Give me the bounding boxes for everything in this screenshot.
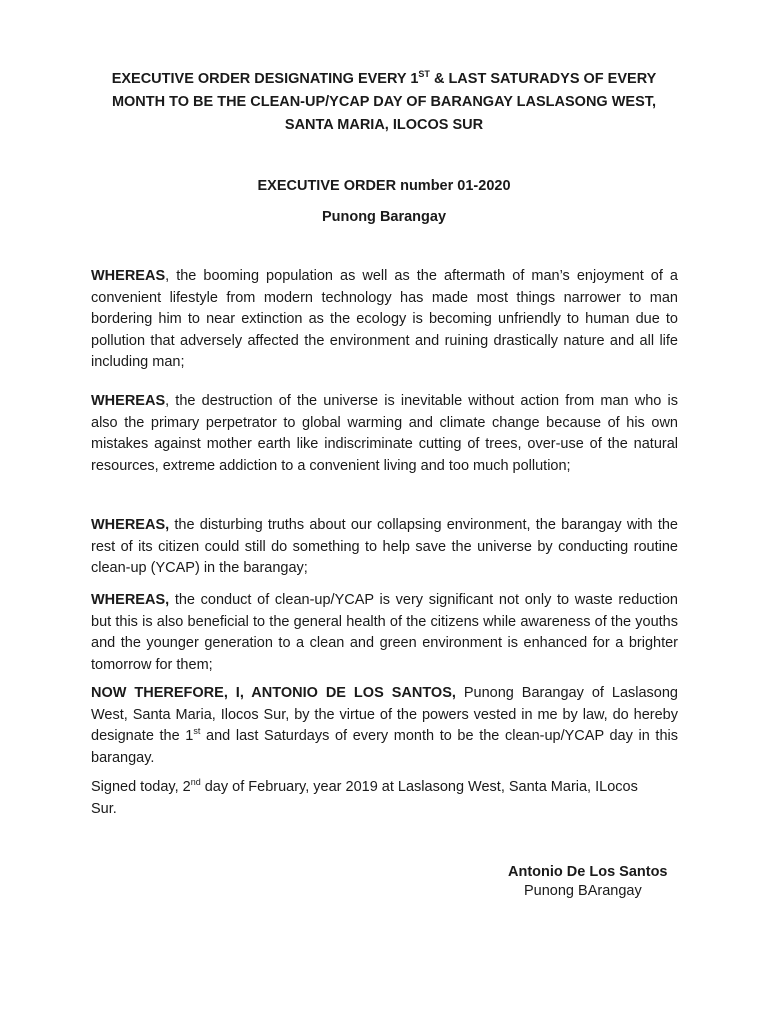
whereas-lead: WHEREAS (91, 268, 166, 284)
whereas-paragraph-3 (91, 515, 678, 580)
signed-paragraph (91, 777, 651, 820)
whereas-text: the disturbing truths about our collapsing environment, the barangay with the rest of its citizen could still do something to help save the universe by conducting routine clean-up (YCAP) in the barangay; (91, 517, 678, 577)
ordinal-superscript: nd (190, 777, 201, 788)
now-therefore-text-rest: and last Saturdays of every month to be the clean-up/YCAP day in this barangay. (91, 728, 678, 766)
whereas-paragraph-2 (91, 391, 678, 477)
signed-text: Signed today, 2 (91, 779, 191, 795)
signatory-position: Punong BArangay (524, 883, 642, 899)
title-line-3: SANTA MARIA, ILOCOS SUR (284, 117, 484, 133)
title-line-1-text: EXECUTIVE ORDER DESIGNATING EVERY 1 (111, 71, 419, 87)
now-therefore-text: Punong Barangay of Laslasong West, Santa Maria, Ilocos Sur, by the virtue of the powers vested in me by law, do hereby designate the 1 (91, 685, 678, 745)
document-title (70, 68, 698, 137)
whereas-text: the conduct of clean-up/YCAP is very significant not only to waste reduction but this is also beneficial to the general health of the citizens while awareness of the youths and the younger generation to a clean and green environment is enhanced for a brighter tomorrow for them; (91, 592, 678, 673)
whereas-text: , the destruction of the universe is inevitable without action from man who is also the primary perpetrator to global warming and climate change because of his own mistakes against mother earth like indiscriminate cutting of trees, over-use of the natural resources, extreme addiction to a convenient living and too much pollution; (91, 393, 678, 474)
whereas-text: , the booming population as well as the aftermath of man’s enjoyment of a convenient lifestyle from modern technology has made most things narrower to man bordering him to near extinction as the ecology is becoming unfriendly to human due to pollution that adversely affected the environment and ruining drastically nature and all life including man; (91, 268, 678, 371)
whereas-lead: WHEREAS, (91, 592, 170, 608)
whereas-lead: WHEREAS, (91, 517, 170, 533)
whereas-lead: WHEREAS (91, 393, 166, 409)
whereas-paragraph-1 (91, 266, 678, 374)
title-line-1 (70, 68, 698, 91)
title-line-1-rest: & LAST SATURADYS OF EVERY (429, 71, 657, 87)
title-line-2: MONTH TO BE THE CLEAN-UP/YCAP DAY OF BARANGAY LASLASONG WEST, (111, 94, 657, 110)
whereas-paragraph-4 (91, 590, 678, 676)
now-therefore-lead: NOW THEREFORE, I, ANTONIO DE LOS SANTOS, (91, 685, 456, 701)
order-number: EXECUTIVE ORDER number 01-2020 (257, 178, 511, 194)
now-therefore-paragraph (91, 683, 678, 769)
title-superscript: ST (418, 69, 430, 80)
ordinal-superscript: st (193, 726, 201, 737)
signatory-name: Antonio De Los Santos (508, 864, 668, 880)
signed-text-rest: day of February, year 2019 at Laslasong West, Santa Maria, ILocos Sur. (91, 779, 638, 817)
office-heading: Punong Barangay (321, 209, 447, 225)
